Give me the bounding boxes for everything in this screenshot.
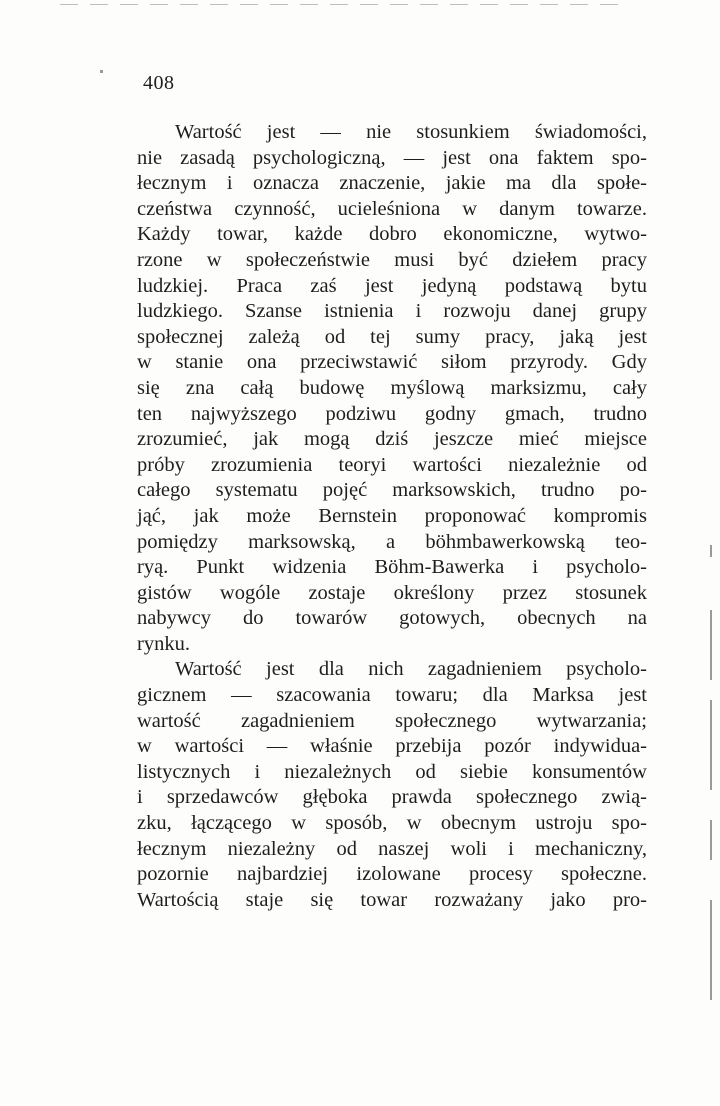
- text-line: gistów wogóle zostaje określony przez stosunek: [137, 581, 647, 604]
- text-line: ludzkiego. Szanse istnienia i rozwoju danej grupy: [137, 300, 647, 323]
- text-line: zrozumieć, jak mogą dziś jeszcze mieć miejsce: [137, 428, 647, 451]
- top-edge-artifact: [60, 4, 620, 5]
- left-page-edge: [0, 0, 40, 1106]
- page-number: 408: [143, 72, 175, 94]
- text-line: społecznej zależą od tej sumy pracy, jaką jest: [137, 325, 647, 348]
- text-line: nie zasadą psychologiczną, — jest ona faktem spo-: [137, 146, 647, 169]
- text-line: próby zrozumienia teoryi wartości niezależnie od: [137, 453, 647, 476]
- text-line: łecznym i oznacza znaczenie, jakie ma dla społe-: [137, 172, 647, 195]
- text-line: wartość zagadnieniem społecznego wytwarzania;: [137, 709, 647, 732]
- ink-speck: [100, 70, 103, 73]
- text-line: listycznych i niezależnych od siebie konsumentów: [137, 760, 647, 783]
- text-line: nabywcy do towarów gotowych, obecnych na: [137, 607, 647, 630]
- text-line: w stanie ona przeciwstawić siłom przyrody. Gdy: [137, 351, 647, 374]
- text-line: Wartość jest — nie stosunkiem świadomości,: [175, 121, 647, 143]
- text-line: w wartości — właśnie przebija pozór indywidua-: [137, 735, 647, 758]
- text-line: i sprzedawców głęboka prawda społecznego zwią-: [137, 786, 647, 809]
- text-line: pozornie najbardziej izolowane procesy społeczne.: [137, 863, 647, 886]
- text-line: ryą. Punkt widzenia Böhm-Bawerka i psycholo-: [137, 556, 647, 579]
- text-line: się zna całą budowę myślową marksizmu, cały: [137, 376, 647, 399]
- text-line: rzone w społeczeństwie musi być dziełem pracy: [137, 248, 647, 271]
- paragraph-end-line: rynku.: [137, 632, 190, 655]
- text-line: ludzkiej. Praca zaś jest jedyną podstawą bytu: [137, 274, 647, 297]
- body-text: [137, 120, 647, 913]
- edge-mark: [710, 545, 712, 557]
- text-line: zku, łączącego w sposób, w obecnym ustroju spo-: [137, 812, 647, 835]
- edge-mark: [710, 820, 712, 860]
- text-line: pomiędzy marksowską, a böhmbawerkowską teo-: [137, 530, 647, 553]
- text-line: łecznym niezależny od naszej woli i mechaniczny,: [137, 837, 647, 860]
- edge-mark: [710, 610, 712, 680]
- edge-mark: [710, 900, 712, 1000]
- text-line: gicznem — szacowania towaru; dla Marksa jest: [137, 684, 647, 707]
- text-line: czeństwa czynność, ucieleśniona w danym towarze.: [137, 197, 647, 220]
- text-line: Każdy towar, każde dobro ekonomiczne, wytwo-: [137, 223, 647, 246]
- text-line: Wartością staje się towar rozważany jako pro-: [137, 888, 647, 911]
- edge-mark: [710, 700, 712, 790]
- text-line: ten najwyższego podziwu godny gmach, trudno: [137, 402, 647, 425]
- text-line: całego systematu pojęć marksowskich, trudno po-: [137, 479, 647, 502]
- right-page-edge: [704, 0, 720, 1106]
- text-line: Wartość jest dla nich zagadnieniem psycholo-: [175, 658, 647, 681]
- text-line: jąć, jak może Bernstein proponować kompromis: [137, 504, 647, 527]
